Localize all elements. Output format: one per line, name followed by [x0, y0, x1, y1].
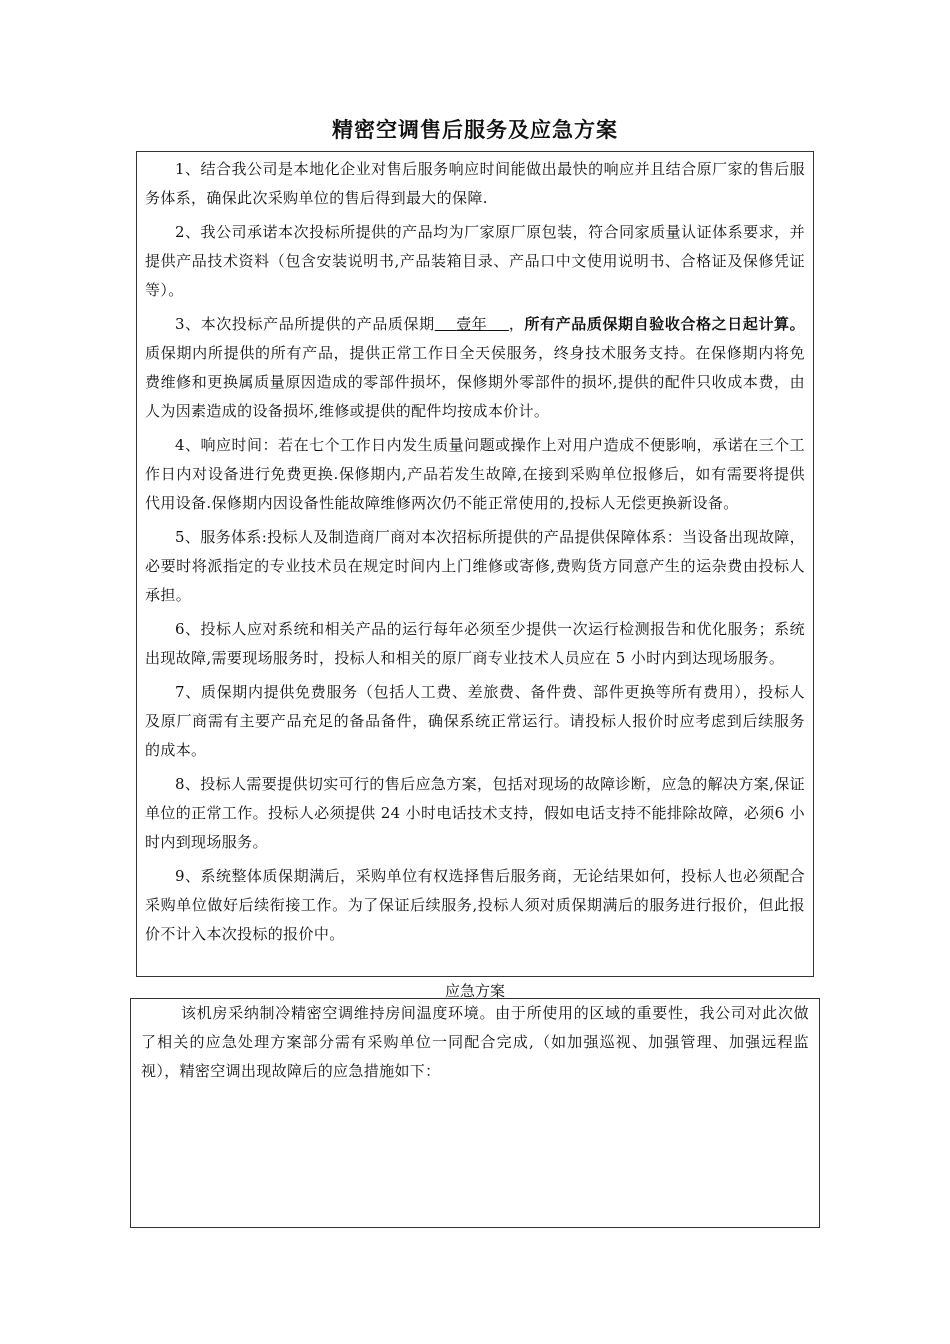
service-item-9: 9、系统整体质保期满后，采购单位有权选择售后服务商，无论结果如何，投标人也必须配合采购单位做好后续衔接工作。为了保证后续服务,投标人须对质保期满后的服务进行报价，但此报价不计入本次投标的报价中。	[145, 867, 805, 943]
emergency-plan-text: 该机房采纳制冷精密空调维持房间温度环境。由于所使用的区域的重要性，我公司对此次做了相关的应急处理方案部分需有采购单位一同配合完成,（如加强巡视、加强管理、加强远程监视），精密空调出现故障后的应急措施如下：	[141, 1004, 809, 1080]
service-item-6: 6、投标人应对系统和相关产品的运行每年必须至少提供一次运行检测报告和优化服务；系统出现故障,需要现场服务时，投标人和相关的原厂商专业技术人员应在 5 小时内到达现场服务。	[145, 620, 805, 667]
service-item-2: 2、我公司承诺本次投标所提供的产品均为厂家原厂原包装，符合同家质量认证体系要求，并提供产品技术资料（包含安装说明书,产品装箱目录、产品口中文使用说明书、合格证及保修凭证等）。	[145, 223, 805, 299]
document-title: 精密空调售后服务及应急方案	[332, 118, 618, 142]
warranty-start-note: 所有产品质保期自验收合格之日起计算。	[524, 315, 805, 333]
warranty-details: 质保期内所提供的所有产品，提供正常工作日全天侯服务，终身技术服务支持。在保修期内将免费维修和更换属质量原因造成的零部件损坏，保修期外零部件的损坏,提供的配件只收成本费，由人为因素造成的设备损坏,维修或提供的配件均按成本价计。	[145, 344, 805, 420]
service-item-4: 4、响应时间：若在七个工作日内发生质量问题或操作上对用户造成不便影响，承诺在三个工作日内对设备进行免费更换.保修期内,产品若发生故障,在接到采购单位报修后，如有需要将提供代用设备.保修期内因设备性能故障维修两次仍不能正常使用的,投标人无偿更换新设备。	[145, 436, 805, 512]
service-item-5: 5、服务体系:投标人及制造商厂商对本次招标所提供的产品提供保障体系：当设备出现故障，必要时将派指定的专业技术员在规定时间内上门维修或寄修,费购货方同意产生的运杂费由投标人承担。	[145, 528, 805, 604]
service-item-8: 8、投标人需要提供切实可行的售后应急方案，包括对现场的故障诊断，应急的解决方案,保证单位的正常工作。投标人必须提供 24 小时电话技术支持，假如电话支持不能排除故障，必须6 小时内到现场服务。	[145, 775, 805, 851]
warranty-period: 壹年	[456, 315, 488, 333]
emergency-plan-heading: 应急方案	[444, 982, 505, 1000]
service-item-7: 7、质保期内提供免费服务（包括人工费、差旅费、备件费、部件更换等所有费用），投标人及原厂商需有主要产品充足的备品备件，确保系统正常运行。请投标人报价时应考虑到后续服务的成本。	[145, 683, 805, 759]
emergency-plan-box	[130, 998, 820, 1228]
service-item-3: 3、本次投标产品所提供的产品质保期 壹年 ，所有产品质保期自验收合格之日起计算。质保期内所提供的所有产品，提供正常工作日全天侯服务，终身技术服务支持。在保修期内将免费维修和更换属质量原因造成的零部件损坏，保修期外零部件的损坏,提供的配件只收成本费，由人为因素造成的设备损坏,维修或提供的配件均按成本价计。	[145, 315, 805, 420]
service-item-1: 1、结合我公司是本地化企业对售后服务响应时间能做出最快的响应并且结合原厂家的售后服务体系，确保此次采购单位的售后得到最大的保障.	[145, 160, 805, 207]
service-commitments-box	[136, 151, 814, 977]
warranty-prefix: 3、本次投标产品所提供的产品质保期	[175, 315, 435, 333]
